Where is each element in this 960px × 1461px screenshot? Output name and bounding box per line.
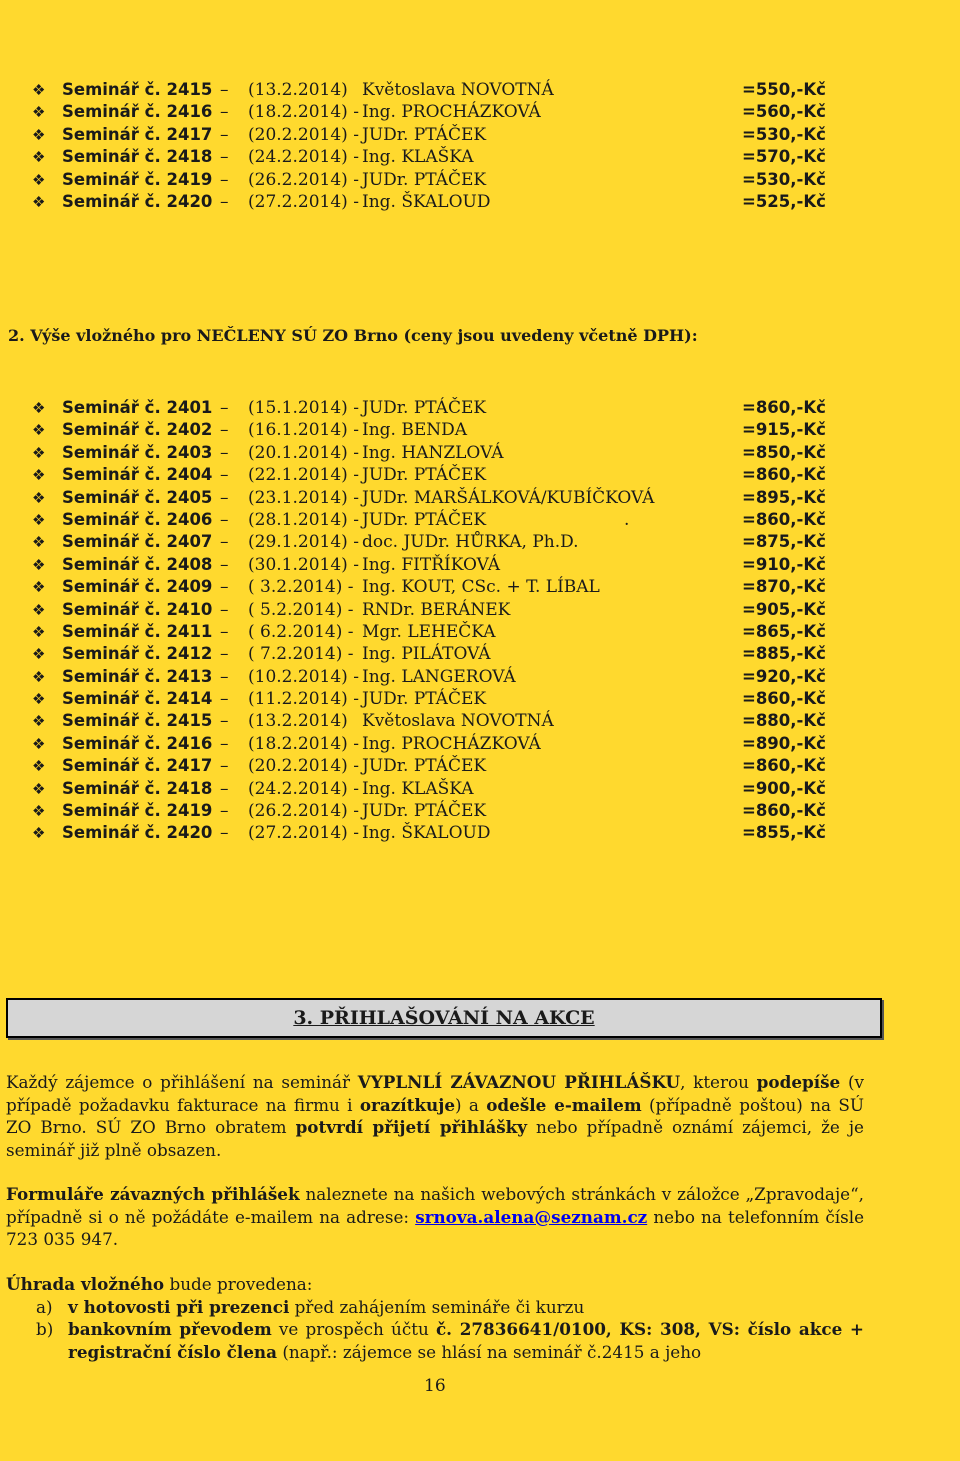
seminar-row [0, 710, 960, 732]
seminar-number: Seminář č. 2412 [62, 644, 213, 664]
payment-option-a [6, 1296, 864, 1319]
bullet-icon: ❖ [32, 645, 46, 664]
seminar-date: (23.1.2014) - [248, 487, 359, 508]
stamp-emphasis: orazítkuje [359, 1094, 455, 1115]
seminar-date: (27.2.2014) - [248, 823, 359, 844]
seminar-row [0, 79, 960, 101]
bullet-icon: ❖ [32, 802, 46, 821]
seminar-number: Seminář č. 2404 [62, 465, 213, 485]
dash: – [220, 465, 229, 486]
bullet-icon: ❖ [32, 81, 46, 99]
seminar-row [0, 755, 960, 777]
price: =530,-Kč [742, 124, 826, 144]
seminar-date: (24.2.2014) - [248, 778, 359, 799]
lecturer-name: doc. JUDr. HŮRKA, Ph.D. [362, 532, 579, 553]
seminar-date: ( 5.2.2014) - [248, 599, 354, 620]
text: (v případě požadavku fakturace na firmu i [6, 1072, 864, 1115]
seminar-number: Seminář č. 2403 [62, 442, 213, 462]
seminar-row [0, 688, 960, 710]
seminar-row [0, 487, 960, 509]
payment-intro [6, 1273, 864, 1296]
lecturer-name: Ing. PROCHÁZKOVÁ [362, 102, 541, 123]
dash: – [220, 147, 229, 168]
lecturer-name: Květoslava NOVOTNÁ [362, 711, 554, 732]
seminar-number: Seminář č. 2407 [62, 532, 213, 552]
dash: – [220, 644, 229, 665]
bullet-icon: ❖ [32, 192, 46, 211]
seminar-number: Seminář č. 2413 [62, 666, 213, 686]
bullet-icon: ❖ [32, 600, 46, 619]
seminar-row [0, 599, 960, 621]
lecturer-name: Ing. HANZLOVÁ [362, 442, 504, 463]
price: =880,-Kč [742, 711, 826, 731]
price: =850,-Kč [742, 442, 826, 462]
lecturer-name: Ing. KOUT, CSc. + T. LÍBAL [362, 577, 600, 598]
seminar-row [0, 621, 960, 643]
dash: – [220, 80, 229, 100]
section-3-heading [6, 998, 882, 1038]
seminar-row [0, 101, 960, 123]
seminar-date: (20.2.2014) - [248, 756, 359, 777]
price: =910,-Kč [742, 554, 826, 574]
dash: – [220, 823, 229, 844]
price: =900,-Kč [742, 778, 826, 798]
option-label: b) [36, 1319, 54, 1339]
seminar-row [0, 419, 960, 441]
lecturer-name: Ing. FITŘÍKOVÁ [362, 554, 501, 575]
dash: – [220, 509, 229, 530]
seminar-number: Seminář č. 2420 [62, 191, 213, 211]
bullet-icon: ❖ [32, 757, 46, 776]
account-emphasis: č. 27836641/0100, KS: 308, VS: číslo akce + registrační číslo člena [68, 1319, 864, 1362]
bullet-icon: ❖ [32, 667, 46, 686]
bullet-icon: ❖ [32, 466, 46, 485]
price: =530,-Kč [742, 169, 826, 189]
bullet-icon: ❖ [32, 533, 46, 552]
text: naleznete na našich webových stránkách v záložce „Zpravodaje“, případně si o ně požádáte e-mailem na adrese: [6, 1184, 864, 1227]
lecturer-name: Ing. ŠKALOUD [362, 191, 491, 212]
seminar-row [0, 146, 960, 168]
lecturer-name: Ing. ŠKALOUD [362, 823, 491, 844]
dash: – [220, 554, 229, 575]
seminar-row [0, 191, 960, 213]
price: =875,-Kč [742, 532, 826, 552]
seminar-number: Seminář č. 2417 [62, 124, 213, 144]
price-list-members [0, 79, 960, 213]
bullet-icon: ❖ [32, 578, 46, 597]
price: =570,-Kč [742, 147, 826, 167]
seminar-number: Seminář č. 2401 [62, 398, 213, 417]
price: =865,-Kč [742, 621, 826, 641]
bullet-icon: ❖ [32, 148, 46, 167]
price: =870,-Kč [742, 577, 826, 597]
text: bude provedena: [164, 1274, 313, 1294]
dash: – [220, 689, 229, 710]
seminar-row [0, 576, 960, 598]
lecturer-name: JUDr. PTÁČEK [362, 124, 487, 145]
price-list-nonmembers [0, 397, 960, 845]
seminar-row [0, 442, 960, 464]
seminar-number: Seminář č. 2416 [62, 733, 213, 753]
seminar-number: Seminář č. 2419 [62, 169, 213, 189]
bullet-icon: ❖ [32, 690, 46, 709]
dash: – [220, 124, 229, 145]
lecturer-name: Ing. KLAŠKA [362, 778, 474, 799]
sign-emphasis: podepíše [756, 1072, 841, 1092]
seminar-number: Seminář č. 2411 [62, 621, 213, 641]
dash: – [220, 711, 229, 732]
seminar-date: (27.2.2014) - [248, 191, 359, 212]
page-number: 16 [424, 1376, 446, 1396]
text: nebo na telefonním čísle 723 035 947. [6, 1206, 864, 1249]
dash: – [220, 487, 229, 508]
lecturer-name: Ing. BENDA [362, 420, 468, 441]
bullet-icon: ❖ [32, 125, 46, 144]
price: =885,-Kč [742, 644, 826, 664]
price: =860,-Kč [742, 689, 826, 709]
price: =860,-Kč [742, 465, 826, 485]
bullet-icon: ❖ [32, 824, 46, 843]
fill-form-emphasis: VYPLNLÍ ZÁVAZNOU PŘIHLÁŠKU [357, 1072, 681, 1092]
seminar-date: ( 6.2.2014) - [248, 621, 354, 642]
bullet-icon: ❖ [32, 170, 46, 189]
seminar-date: (30.1.2014) - [248, 554, 359, 575]
price: =905,-Kč [742, 599, 826, 619]
seminar-row [0, 778, 960, 800]
lecturer-name: JUDr. PTÁČEK [362, 756, 487, 777]
seminar-date: (11.2.2014) - [248, 689, 359, 710]
dash: – [220, 398, 229, 418]
bullet-icon: ❖ [32, 712, 46, 731]
lecturer-name: Květoslava NOVOTNÁ [362, 80, 554, 100]
seminar-date: (16.1.2014) - [248, 420, 359, 441]
text: před zahájením semináře či kurzu [289, 1296, 585, 1317]
dash: – [220, 599, 229, 620]
payment-option-b [6, 1318, 864, 1363]
bullet-icon: ❖ [32, 443, 46, 462]
text: Každý zájemce o přihlášení na seminář [6, 1072, 358, 1092]
dash: – [220, 532, 229, 553]
lecturer-name: JUDr. PTÁČEK [362, 169, 487, 190]
seminar-number: Seminář č. 2410 [62, 599, 213, 619]
seminar-number: Seminář č. 2419 [62, 801, 213, 821]
lecturer-name: JUDr. PTÁČEK [362, 398, 487, 418]
registration-paragraph [6, 1071, 864, 1161]
seminar-number: Seminář č. 2416 [62, 102, 213, 122]
text: (případně poštou) na SÚ ZO Brno. SÚ ZO Brno obratem [6, 1094, 864, 1137]
price: =550,-Kč [742, 80, 826, 99]
seminar-date: (13.2.2014) [248, 80, 348, 100]
seminar-date: (28.1.2014) - [248, 509, 359, 530]
seminar-date: (18.2.2014) - [248, 102, 359, 123]
dash: – [220, 169, 229, 190]
lecturer-name: JUDr. PTÁČEK [362, 465, 487, 486]
seminar-number: Seminář č. 2418 [62, 778, 213, 798]
bullet-icon: ❖ [32, 510, 46, 529]
price: =860,-Kč [742, 509, 826, 529]
seminar-number: Seminář č. 2418 [62, 147, 213, 167]
seminar-number: Seminář č. 2415 [62, 711, 213, 731]
dash: – [220, 191, 229, 212]
lecturer-name: Ing. PROCHÁZKOVÁ [362, 733, 541, 754]
seminar-date: (15.1.2014) - [248, 398, 359, 418]
seminar-number: Seminář č. 2405 [62, 487, 213, 507]
dash: – [220, 756, 229, 777]
seminar-date: (20.2.2014) - [248, 124, 359, 145]
bullet-icon: ❖ [32, 779, 46, 798]
seminar-number: Seminář č. 2409 [62, 577, 213, 597]
lecturer-name: Ing. LANGEROVÁ [362, 666, 516, 687]
text: ve prospěch účtu [271, 1319, 436, 1339]
payment-section [6, 1273, 864, 1363]
seminar-row [0, 531, 960, 553]
dash: – [220, 621, 229, 642]
cash-emphasis: v hotovosti při prezenci [68, 1296, 290, 1317]
dash: – [220, 733, 229, 754]
price: =525,-Kč [742, 191, 826, 211]
price: =860,-Kč [742, 398, 826, 417]
lecturer-name: Mgr. LEHEČKA [362, 621, 496, 642]
forms-paragraph [6, 1183, 864, 1251]
bullet-icon: ❖ [32, 622, 46, 641]
seminar-date: (26.2.2014) - [248, 169, 359, 190]
seminar-date: (22.1.2014) - [248, 465, 359, 486]
seminar-number: Seminář č. 2417 [62, 756, 213, 776]
seminar-row [0, 800, 960, 822]
dash: – [220, 577, 229, 598]
bullet-icon: ❖ [32, 421, 46, 440]
price: =860,-Kč [742, 756, 826, 776]
text: , kterou [680, 1072, 757, 1092]
bullet-icon: ❖ [32, 399, 46, 417]
price: =890,-Kč [742, 733, 826, 753]
seminar-number: Seminář č. 2406 [62, 509, 213, 529]
seminar-number: Seminář č. 2415 [62, 80, 213, 99]
confirm-emphasis: potvrdí přijetí přihlášky [295, 1117, 528, 1137]
seminar-date: (18.2.2014) - [248, 733, 359, 754]
text: ) a [455, 1094, 487, 1115]
dash: – [220, 801, 229, 822]
seminar-number: Seminář č. 2420 [62, 823, 213, 843]
seminar-row [0, 733, 960, 755]
stray-dot: . [624, 509, 630, 530]
seminar-date: (10.2.2014) - [248, 666, 359, 687]
price: =895,-Kč [742, 487, 826, 507]
lecturer-name: JUDr. PTÁČEK [362, 689, 487, 710]
option-label: a) [36, 1296, 53, 1317]
seminar-date: (20.1.2014) - [248, 442, 359, 463]
bullet-icon: ❖ [32, 734, 46, 753]
price: =915,-Kč [742, 420, 826, 440]
seminar-date: ( 3.2.2014) - [248, 577, 354, 598]
dash: – [220, 778, 229, 799]
dash: – [220, 442, 229, 463]
price: =920,-Kč [742, 666, 826, 686]
seminar-row [0, 666, 960, 688]
lecturer-name: JUDr. MARŠÁLKOVÁ/KUBÍČKOVÁ [362, 487, 655, 508]
dash: – [220, 102, 229, 123]
lecturer-name: JUDr. PTÁČEK [362, 509, 487, 530]
bullet-icon: ❖ [32, 555, 46, 574]
lecturer-name: RNDr. BERÁNEK [362, 599, 511, 620]
payment-emphasis: Úhrada vložného [6, 1274, 165, 1294]
seminar-date: (13.2.2014) [248, 711, 348, 732]
transfer-emphasis: bankovním převodem [68, 1319, 272, 1339]
seminar-row [0, 464, 960, 486]
price: =855,-Kč [742, 823, 826, 843]
lecturer-name: Ing. KLAŠKA [362, 147, 474, 168]
section-2-heading: 2. Výše vložného pro NEČLENY SÚ ZO Brno (ceny jsou uvedeny včetně DPH): [8, 326, 698, 345]
seminar-date: (26.2.2014) - [248, 801, 359, 822]
bullet-icon: ❖ [32, 103, 46, 122]
seminar-row [0, 822, 960, 844]
dash: – [220, 666, 229, 687]
seminar-date: (24.2.2014) - [248, 147, 359, 168]
seminar-row [0, 397, 960, 419]
forms-emphasis: Formuláře závazných přihlášek [6, 1184, 300, 1204]
seminar-row [0, 124, 960, 146]
lecturer-name: Ing. PILÁTOVÁ [362, 644, 491, 665]
send-email-emphasis: odešle e-mailem [486, 1094, 642, 1115]
text: (např.: zájemce se hlásí na seminář č.2415 a jeho [276, 1341, 702, 1362]
seminar-date: ( 7.2.2014) - [248, 644, 354, 665]
seminar-number: Seminář č. 2414 [62, 689, 213, 709]
seminar-row [0, 643, 960, 665]
seminar-number: Seminář č. 2402 [62, 420, 213, 440]
bullet-icon: ❖ [32, 488, 46, 507]
section-3-title: 3. PŘIHLAŠOVÁNÍ NA AKCE [293, 1007, 595, 1029]
lecturer-name: JUDr. PTÁČEK [362, 801, 487, 822]
price: =560,-Kč [742, 102, 826, 122]
seminar-row [0, 169, 960, 191]
seminar-row [0, 554, 960, 576]
price: =860,-Kč [742, 801, 826, 821]
seminar-number: Seminář č. 2408 [62, 554, 213, 574]
email-link[interactable]: srnova.alena@seznam.cz [415, 1206, 648, 1227]
dash: – [220, 420, 229, 441]
seminar-row [0, 509, 960, 531]
text: nebo případně oznámí zájemci, že je seminář již plně obsazen. [6, 1117, 864, 1160]
seminar-date: (29.1.2014) - [248, 532, 359, 553]
